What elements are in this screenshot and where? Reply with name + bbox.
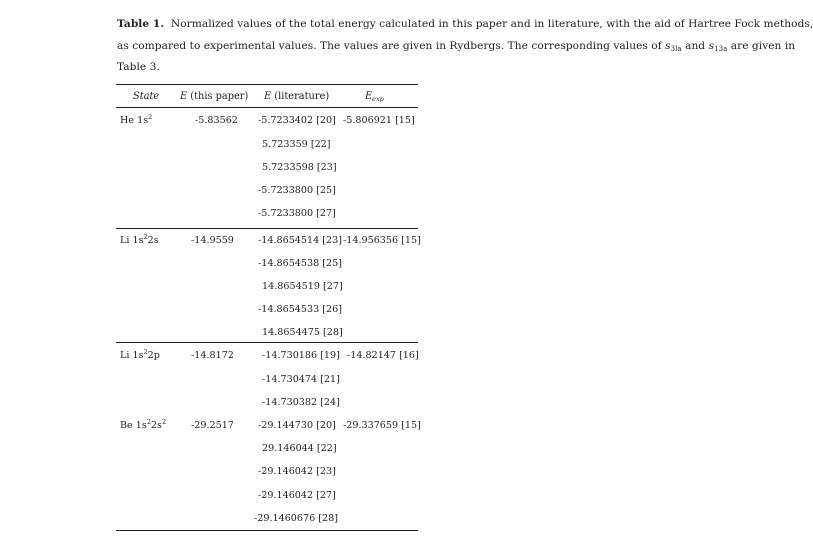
- literature-li-2s-5: 14.8654475 [28]: [262, 327, 343, 338]
- caption-text-and: and: [681, 39, 709, 52]
- symbol-s3: s: [665, 39, 671, 52]
- symbol-s3-sub: 3la: [670, 44, 682, 53]
- state-he-base: He 1s: [120, 115, 149, 126]
- header-this-paper-text: (this paper): [187, 91, 249, 102]
- caption-line-2: [117, 36, 796, 58]
- state-he: [120, 115, 152, 127]
- group-rule-1: [116, 228, 418, 229]
- caption-label: Table 1.: [117, 18, 165, 30]
- state-li-2p-sup: 2: [143, 348, 148, 356]
- state-li-2p-tail: 2p: [147, 350, 160, 361]
- literature-be-4: -29.146042 [27]: [258, 490, 336, 501]
- state-li-2p-base: Li 1s: [120, 350, 144, 361]
- group-rule-2: [116, 342, 418, 343]
- caption-text-1: Normalized values of the total energy calculated in this paper and in literature, with the aid of Hartree Fock methods,: [170, 18, 813, 30]
- header-literature: [264, 91, 329, 103]
- symbol-s4-sub: 13a: [714, 44, 728, 53]
- caption-line-1: [117, 14, 813, 36]
- header-rule: [116, 107, 418, 108]
- table-bottom-rule: [116, 530, 418, 531]
- literature-he-4: -5.7233800 [25]: [258, 185, 336, 196]
- literature-li-2s-2: -14.8654538 [25]: [258, 258, 342, 269]
- symbol-s4: s: [708, 39, 715, 52]
- literature-he-3: 5.7233598 [23]: [262, 162, 337, 173]
- literature-li-2s-4: -14.8654533 [26]: [258, 304, 342, 315]
- header-experimental: [365, 91, 384, 103]
- literature-li-2s-1: -14.8654514 [23]: [258, 235, 342, 246]
- this-paper-he: -5.83562: [195, 115, 238, 126]
- literature-be-3: -29.146042 [23]: [258, 466, 336, 477]
- caption-text-2b: are given in: [727, 39, 796, 52]
- header-literature-text: (literature): [271, 91, 330, 102]
- header-state-text: State: [133, 91, 160, 102]
- experimental-li-2p: -14.82147 [16]: [347, 350, 419, 361]
- caption-text-2a: as compared to experimental values. The values are given in Rydbergs. The corresponding values of: [117, 39, 666, 52]
- literature-he-2: 5.723359 [22]: [262, 139, 331, 150]
- literature-be-5: -29.1460676 [28]: [254, 513, 338, 524]
- state-be: [120, 420, 166, 432]
- literature-li-2s-3: 14.8654519 [27]: [262, 281, 343, 292]
- header-literature-symbol: E: [264, 91, 272, 102]
- state-li-2s-sup: 2: [143, 233, 148, 241]
- caption-line-3: Table 3.: [117, 61, 160, 73]
- header-exp-symbol: E: [365, 91, 373, 102]
- state-li-2s: [120, 235, 159, 247]
- literature-be-2: 29.146044 [22]: [262, 443, 337, 454]
- table-caption: [117, 14, 813, 79]
- state-he-sup: 2: [148, 113, 153, 121]
- state-li-2s-tail: 2s: [147, 235, 159, 246]
- state-be-sup2: 2: [161, 418, 167, 426]
- header-this-paper: [180, 91, 248, 103]
- header-exp-sub: exp: [372, 95, 384, 103]
- state-be-tail: 2s: [150, 420, 162, 431]
- state-li-2s-base: Li 1s: [120, 235, 144, 246]
- literature-li-2p-1: -14.730186 [19]: [262, 350, 340, 361]
- experimental-he: -5.806921 [15]: [343, 115, 415, 126]
- experimental-be: -29.337659 [15]: [343, 420, 421, 431]
- literature-be-1: -29.144730 [20]: [258, 420, 336, 431]
- literature-he-1: -5.7233402 [20]: [258, 115, 336, 126]
- this-paper-li-2p: -14.8172: [191, 350, 234, 361]
- this-paper-be: -29.2517: [191, 420, 234, 431]
- table-top-rule: [116, 84, 418, 85]
- state-be-sup: 2: [146, 418, 151, 426]
- literature-li-2p-2: -14.730474 [21]: [262, 374, 340, 385]
- state-li-2p: [120, 350, 160, 362]
- literature-he-5: -5.7233800 [27]: [258, 208, 336, 219]
- state-be-base: Be 1s: [120, 420, 147, 431]
- this-paper-li-2s: -14.9559: [191, 235, 234, 246]
- header-state: [133, 91, 159, 103]
- literature-li-2p-3: -14.730382 [24]: [262, 397, 340, 408]
- experimental-li-2s: -14.956356 [15]: [343, 235, 421, 246]
- header-this-paper-symbol: E: [180, 91, 188, 102]
